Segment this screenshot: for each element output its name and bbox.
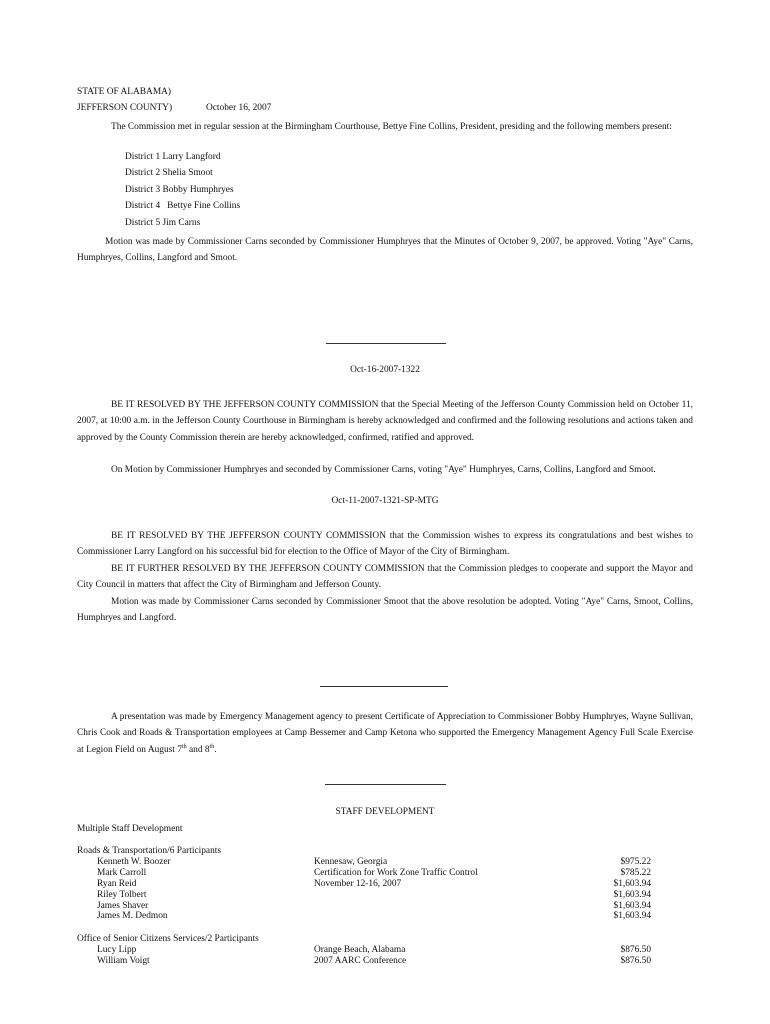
table-row: [77, 879, 651, 890]
participant-detail: 2007 AARC Conference: [314, 955, 407, 966]
presentation-paragraph: [77, 709, 693, 758]
table-row: [77, 857, 651, 868]
resolution-text: BE IT RESOLVED BY THE JEFFERSON COUNTY COMMISSION that the Commission wishes to express its congratulations and best wishes to Commissioner Larry Langford on his successful bid for election to the Office of Mayor of the City of Birmingham.: [77, 531, 693, 558]
participant-name: Riley Tolbert: [97, 889, 147, 900]
separator-rule: [320, 686, 448, 687]
participant-detail: November 12-16, 2007: [314, 878, 402, 889]
resolution-text: BE IT FURTHER RESOLVED BY THE JEFFERSON COUNTY COMMISSION that the Commission pledges to cooperate and support the Mayor and City Council in matters that affect the City of Birmingham and Jefferson County.: [77, 564, 693, 591]
state-heading: STATE OF ALABAMA): [77, 87, 172, 97]
resolution-paragraph: [77, 397, 693, 446]
participant-name: William Voigt: [97, 955, 150, 966]
table-row: [77, 868, 651, 879]
participant-name: Mark Carroll: [97, 867, 147, 878]
resolution-paragraph: [77, 561, 693, 594]
participant-amount: $876.50: [620, 955, 651, 966]
table-row: [77, 945, 651, 956]
meeting-date: October 16, 2007: [206, 103, 272, 113]
table-row: [77, 890, 651, 901]
table-row: [77, 911, 651, 922]
participant-name: Lucy Lipp: [97, 945, 137, 955]
participant-amount: $1,603.94: [613, 911, 651, 922]
participant-name: Ryan Reid: [97, 878, 137, 889]
participant-amount: $876.50: [620, 945, 651, 955]
minutes-motion-text: Motion was made by Commissioner Carns seconded by Commissioner Humphryes that the Minutes of October 9, 2007, be approved. Voting "Aye" Carns, Humphryes, Collins, Langford and Smoot.: [77, 237, 693, 264]
group-heading: Roads & Transportation/6 Participants: [77, 846, 222, 856]
participant-name: James M. Dedmon: [97, 911, 168, 922]
member-district-1: District 1 Larry Langford: [125, 152, 221, 162]
resolution-motion-text: Motion was made by Commissioner Carns seconded by Commissioner Smoot that the above resolution be adopted. Voting "Aye" Carns, Smoot, Collins, Humphryes and Langford.: [77, 597, 693, 624]
minutes-motion: [77, 234, 693, 267]
separator-rule: [326, 343, 446, 344]
participant-detail: Certification for Work Zone Traffic Control: [314, 867, 478, 878]
participant-table: [77, 945, 651, 967]
presentation-text: A presentation was made by Emergency Management agency to present Certificate of Appreciation to Commissioner Bobby Humphryes, Wayne Sullivan, Chris Cook and Roads & Transportation employees at Camp Bessemer and Camp Ketona who supported the Emergency Management Agency Full Scale Exercise at Legion Field on August 7: [77, 712, 693, 755]
member-district-2: District 2 Shelia Smoot: [125, 168, 213, 178]
resolution-id: Oct-16-2007-1322: [350, 365, 420, 375]
participant-amount: $1,603.94: [613, 889, 651, 900]
member-district-5: District 5 Jim Carns: [125, 218, 201, 228]
table-row: [77, 901, 651, 912]
resolution-motion: [77, 462, 693, 478]
intro-paragraph: [77, 119, 693, 135]
participant-name: James Shaver: [97, 900, 149, 911]
member-district-4: District 4 Bettye Fine Collins: [125, 201, 241, 211]
county-heading: JEFFERSON COUNTY): [77, 103, 173, 113]
participant-name: Kenneth W. Boozer: [97, 857, 171, 867]
participant-table: [77, 857, 651, 922]
resolution-motion-text: On Motion by Commissioner Humphryes and seconded by Commissioner Carns, voting "Aye" Humphryes, Carns, Collins, Langford and Smoot.: [111, 465, 656, 475]
section-subtitle: Multiple Staff Development: [77, 824, 183, 834]
separator-rule: [325, 784, 446, 785]
section-title: STAFF DEVELOPMENT: [335, 807, 435, 817]
resolution-motion: [77, 594, 693, 627]
participant-amount: $785.22: [620, 867, 651, 878]
member-district-3: District 3 Bobby Humphryes: [125, 185, 234, 195]
resolution-text: BE IT RESOLVED BY THE JEFFERSON COUNTY COMMISSION that the Special Meeting of the Jefferson County Commission held on October 11, 2007, at 10:00 a.m. in the Jefferson County Courthouse in Birmingham is hereby acknowledged and confirmed and the following resolutions and actions taken and approved by the County Commission therein are hereby acknowledged, confirmed, ratified and approved.: [77, 400, 693, 443]
participant-amount: $1,603.94: [613, 878, 651, 889]
presentation-text: and 8: [186, 744, 210, 755]
presentation-text: .: [214, 744, 217, 755]
superscript: th: [209, 743, 215, 750]
superscript: th: [181, 743, 187, 750]
participant-amount: $1,603.94: [613, 900, 651, 911]
intro-text: The Commission met in regular session at the Birmingham Courthouse, Bettye Fine Collins, President, presiding and the following members present:: [111, 122, 672, 132]
resolution-id: Oct-11-2007-1321-SP-MTG: [331, 496, 439, 506]
participant-amount: $975.22: [620, 857, 651, 867]
participant-detail: Orange Beach, Alabama: [314, 945, 406, 955]
group-heading: Office of Senior Citizens Services/2 Participants: [77, 934, 259, 944]
table-row: [77, 956, 651, 967]
resolution-paragraph: [77, 528, 693, 561]
participant-detail: Kennesaw, Georgia: [314, 857, 388, 867]
